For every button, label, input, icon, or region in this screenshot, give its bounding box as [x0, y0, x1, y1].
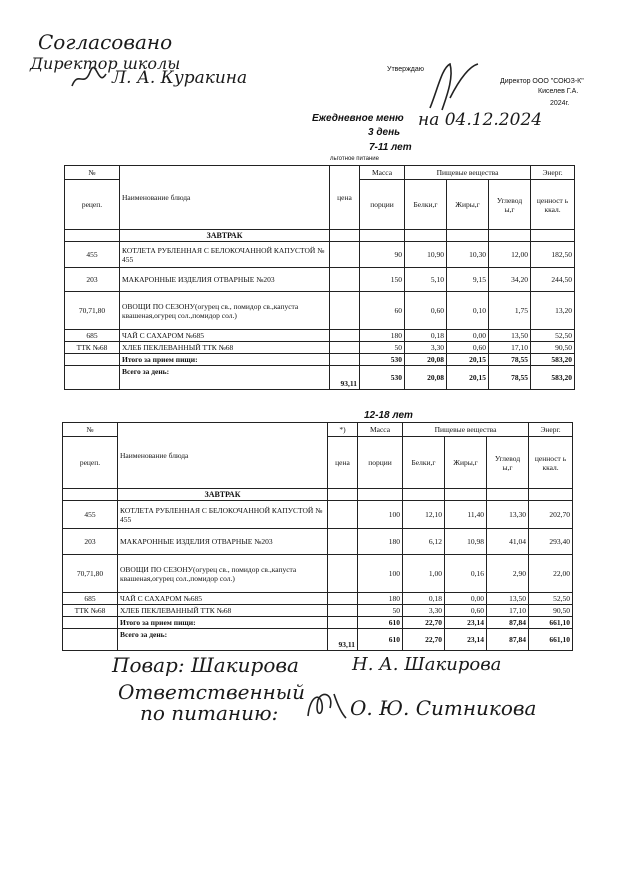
col-portion: порции [360, 180, 405, 230]
cell-fat: 11,40 [445, 501, 487, 529]
total-label: Всего за день: [118, 629, 328, 651]
total-row [63, 629, 573, 651]
cook-role: Повар: Шакирова [112, 653, 299, 677]
director-signature-left [68, 66, 108, 92]
meal-label: ЗАВТРАК [120, 230, 330, 242]
subtotal-label: Итого за прием пищи: [120, 354, 330, 366]
subtotal-price [328, 617, 358, 629]
approval-left-line3: Л. А. Куракина [112, 68, 248, 88]
col-fat: Жиры,г [445, 437, 487, 489]
approve-label: Утверждаю [387, 66, 424, 73]
cell-portion: 90 [360, 242, 405, 268]
cell-energy: 244,50 [531, 268, 575, 292]
cell-dish: МАКАРОННЫЕ ИЗДЕЛИЯ ОТВАРНЫЕ №203 [118, 529, 328, 555]
cell-carbs: 41,04 [487, 529, 529, 555]
total-price: 93,11 [328, 629, 358, 651]
total-energy: 583,20 [531, 366, 575, 390]
cell-fat: 0,00 [447, 330, 489, 342]
cell-fat: 10,98 [445, 529, 487, 555]
cell-dish: КОТЛЕТА РУБЛЕННАЯ С БЕЛОКОЧАННОЙ КАПУСТОЙ № 455 [118, 501, 328, 529]
responsible-role-line1: Ответственный [118, 680, 305, 704]
director-signature-right [420, 58, 490, 118]
cell-protein: 5,10 [405, 268, 447, 292]
total-price: 93,11 [330, 366, 360, 390]
approval-left-line1: Согласовано [38, 30, 173, 54]
col-dish: Наименование блюда [118, 423, 328, 489]
cell-recipe: 455 [65, 242, 120, 268]
subtotal-portion: 610 [358, 617, 403, 629]
cell-price [328, 501, 358, 529]
handwritten-date: на 04.12.2024 [418, 110, 543, 130]
cell-portion: 150 [360, 268, 405, 292]
col-recipe: рецеп. [65, 180, 120, 230]
cell-recipe: 70,71,80 [65, 292, 120, 330]
cell-protein: 6,12 [403, 529, 445, 555]
total-carbs: 87,84 [487, 629, 529, 651]
col-recipe: рецеп. [63, 437, 118, 489]
col-carbs: Углевод ы,г [489, 180, 531, 230]
cell-protein: 3,30 [405, 342, 447, 354]
cell-fat: 0,10 [447, 292, 489, 330]
cell-carbs: 17,10 [487, 605, 529, 617]
cell-fat: 9,15 [447, 268, 489, 292]
col-carbs: Углевод ы,г [487, 437, 529, 489]
total-energy: 661,10 [529, 629, 573, 651]
cell-dish: ОВОЩИ ПО СЕЗОНУ(огурец св., помидор св.,капуста квашеная,огурец сол.,помидор сол.) [118, 555, 328, 593]
cell-protein: 1,00 [403, 555, 445, 593]
approve-position: Директор ООО "СОЮЗ-К" [500, 78, 584, 85]
cell-dish: ЧАЙ С САХАРОМ №685 [120, 330, 330, 342]
cell-price [330, 268, 360, 292]
cell-portion: 180 [358, 529, 403, 555]
cell-energy: 22,00 [529, 555, 573, 593]
col-dish: Наименование блюда [120, 166, 330, 230]
approve-name: Киселев Г.А. [538, 88, 579, 95]
cell-recipe: ТТК №68 [63, 605, 118, 617]
cell-fat: 0,00 [445, 593, 487, 605]
col-protein: Белки,г [403, 437, 445, 489]
cell-price [330, 292, 360, 330]
cell-recipe: ТТК №68 [65, 342, 120, 354]
col-portion: порции [358, 437, 403, 489]
cell-protein: 12,10 [403, 501, 445, 529]
subtotal-protein: 20,08 [405, 354, 447, 366]
approve-year: 2024г. [550, 100, 570, 107]
table-row [63, 529, 573, 555]
table-row [63, 555, 573, 593]
table-row [63, 605, 573, 617]
cell-price [330, 342, 360, 354]
cell-price [330, 242, 360, 268]
cell-carbs: 17,10 [489, 342, 531, 354]
cell-recipe: 70,71,80 [63, 555, 118, 593]
cell-recipe: 685 [63, 593, 118, 605]
responsible-signature [300, 688, 350, 722]
cell-portion: 100 [358, 555, 403, 593]
age-group-1: 7-11 лет [369, 142, 412, 153]
table-row [63, 501, 573, 529]
cell-carbs: 13,50 [487, 593, 529, 605]
total-carbs: 78,55 [489, 366, 531, 390]
table-row [65, 268, 575, 292]
subtotal-row [63, 617, 573, 629]
col-energy-value: ценност ь ккал. [531, 180, 575, 230]
cell-recipe: 203 [63, 529, 118, 555]
total-row [65, 366, 575, 390]
menu-subtitle: льготное питание [330, 156, 379, 162]
age-group-2: 12-18 лет [364, 410, 413, 421]
cell-carbs: 2,90 [487, 555, 529, 593]
cell-dish: ОВОЩИ ПО СЕЗОНУ(огурец св., помидор св.,капуста квашеная,огурец сол.,помидор сол.) [120, 292, 330, 330]
table-row [65, 330, 575, 342]
menu-day: 3 день [368, 127, 401, 138]
cell-dish: КОТЛЕТА РУБЛЕННАЯ С БЕЛОКОЧАННОЙ КАПУСТОЙ № 455 [120, 242, 330, 268]
cell-dish: ЧАЙ С САХАРОМ №685 [118, 593, 328, 605]
cell-dish: МАКАРОННЫЕ ИЗДЕЛИЯ ОТВАРНЫЕ №203 [120, 268, 330, 292]
table-row [65, 292, 575, 330]
col-no: № [65, 166, 120, 180]
subtotal-row [65, 354, 575, 366]
subtotal-protein: 22,70 [403, 617, 445, 629]
cell-fat: 10,30 [447, 242, 489, 268]
cell-portion: 100 [358, 501, 403, 529]
subtotal-carbs: 78,55 [489, 354, 531, 366]
subtotal-carbs: 87,84 [487, 617, 529, 629]
cell-energy: 182,50 [531, 242, 575, 268]
col-mass: Масса [358, 423, 403, 437]
total-label: Всего за день: [120, 366, 330, 390]
total-portion: 530 [360, 366, 405, 390]
cell-energy: 13,20 [531, 292, 575, 330]
subtotal-energy: 661,10 [529, 617, 573, 629]
col-price-mark: *) [328, 423, 358, 437]
col-energy-value: ценност ь ккал. [529, 437, 573, 489]
cell-price [328, 605, 358, 617]
cell-energy: 90,50 [531, 342, 575, 354]
menu-title: Ежедневное меню [312, 113, 404, 124]
col-price: цена [330, 166, 360, 230]
col-price: цена [328, 437, 358, 489]
subtotal-label: Итого за прием пищи: [118, 617, 328, 629]
cell-portion: 50 [358, 605, 403, 617]
subtotal-portion: 530 [360, 354, 405, 366]
col-nutrients: Пищевые вещества [403, 423, 529, 437]
menu-table-7-11 [64, 165, 575, 390]
cell-protein: 3,30 [403, 605, 445, 617]
cell-energy: 52,50 [529, 593, 573, 605]
cell-dish: ХЛЕБ ПЕКЛЕВАННЫЙ ТТК №68 [118, 605, 328, 617]
table-row [63, 593, 573, 605]
table-row [65, 342, 575, 354]
cell-recipe: 203 [65, 268, 120, 292]
col-energy: Энерг. [529, 423, 573, 437]
col-fat: Жиры,г [447, 180, 489, 230]
cell-recipe: 455 [63, 501, 118, 529]
cell-price [330, 330, 360, 342]
total-portion: 610 [358, 629, 403, 651]
cell-carbs: 13,30 [487, 501, 529, 529]
cell-energy: 202,70 [529, 501, 573, 529]
approval-left-line2: Директор школы [30, 54, 181, 73]
cell-carbs: 34,20 [489, 268, 531, 292]
cell-carbs: 13,50 [489, 330, 531, 342]
col-no: № [63, 423, 118, 437]
subtotal-fat: 23,14 [445, 617, 487, 629]
total-fat: 23,14 [445, 629, 487, 651]
total-protein: 20,08 [405, 366, 447, 390]
responsible-name: О. Ю. Ситникова [350, 696, 537, 720]
cell-fat: 0,60 [445, 605, 487, 617]
cell-price [328, 593, 358, 605]
total-protein: 22,70 [403, 629, 445, 651]
cell-fat: 0,16 [445, 555, 487, 593]
total-fat: 20,15 [447, 366, 489, 390]
meal-label: ЗАВТРАК [118, 489, 328, 501]
cell-price [328, 529, 358, 555]
cell-portion: 50 [360, 342, 405, 354]
col-energy: Энерг. [531, 166, 575, 180]
table-row [65, 242, 575, 268]
cell-protein: 10,90 [405, 242, 447, 268]
subtotal-fat: 20,15 [447, 354, 489, 366]
cook-name: Н. А. Шакирова [352, 654, 502, 675]
cell-price [328, 555, 358, 593]
responsible-role-line2: по питанию: [140, 701, 279, 725]
cell-dish: ХЛЕБ ПЕКЛЕВАННЫЙ ТТК №68 [120, 342, 330, 354]
cell-recipe: 685 [65, 330, 120, 342]
cell-protein: 0,18 [403, 593, 445, 605]
cell-energy: 52,50 [531, 330, 575, 342]
cell-protein: 0,18 [405, 330, 447, 342]
subtotal-price [330, 354, 360, 366]
cell-fat: 0,60 [447, 342, 489, 354]
col-mass: Масса [360, 166, 405, 180]
menu-table-12-18 [62, 422, 573, 651]
cell-portion: 60 [360, 292, 405, 330]
col-protein: Белки,г [405, 180, 447, 230]
cell-portion: 180 [358, 593, 403, 605]
cell-energy: 90,50 [529, 605, 573, 617]
subtotal-energy: 583,20 [531, 354, 575, 366]
cell-carbs: 12,00 [489, 242, 531, 268]
cell-energy: 293,40 [529, 529, 573, 555]
cell-portion: 180 [360, 330, 405, 342]
col-nutrients: Пищевые вещества [405, 166, 531, 180]
cell-protein: 0,60 [405, 292, 447, 330]
cell-carbs: 1,75 [489, 292, 531, 330]
